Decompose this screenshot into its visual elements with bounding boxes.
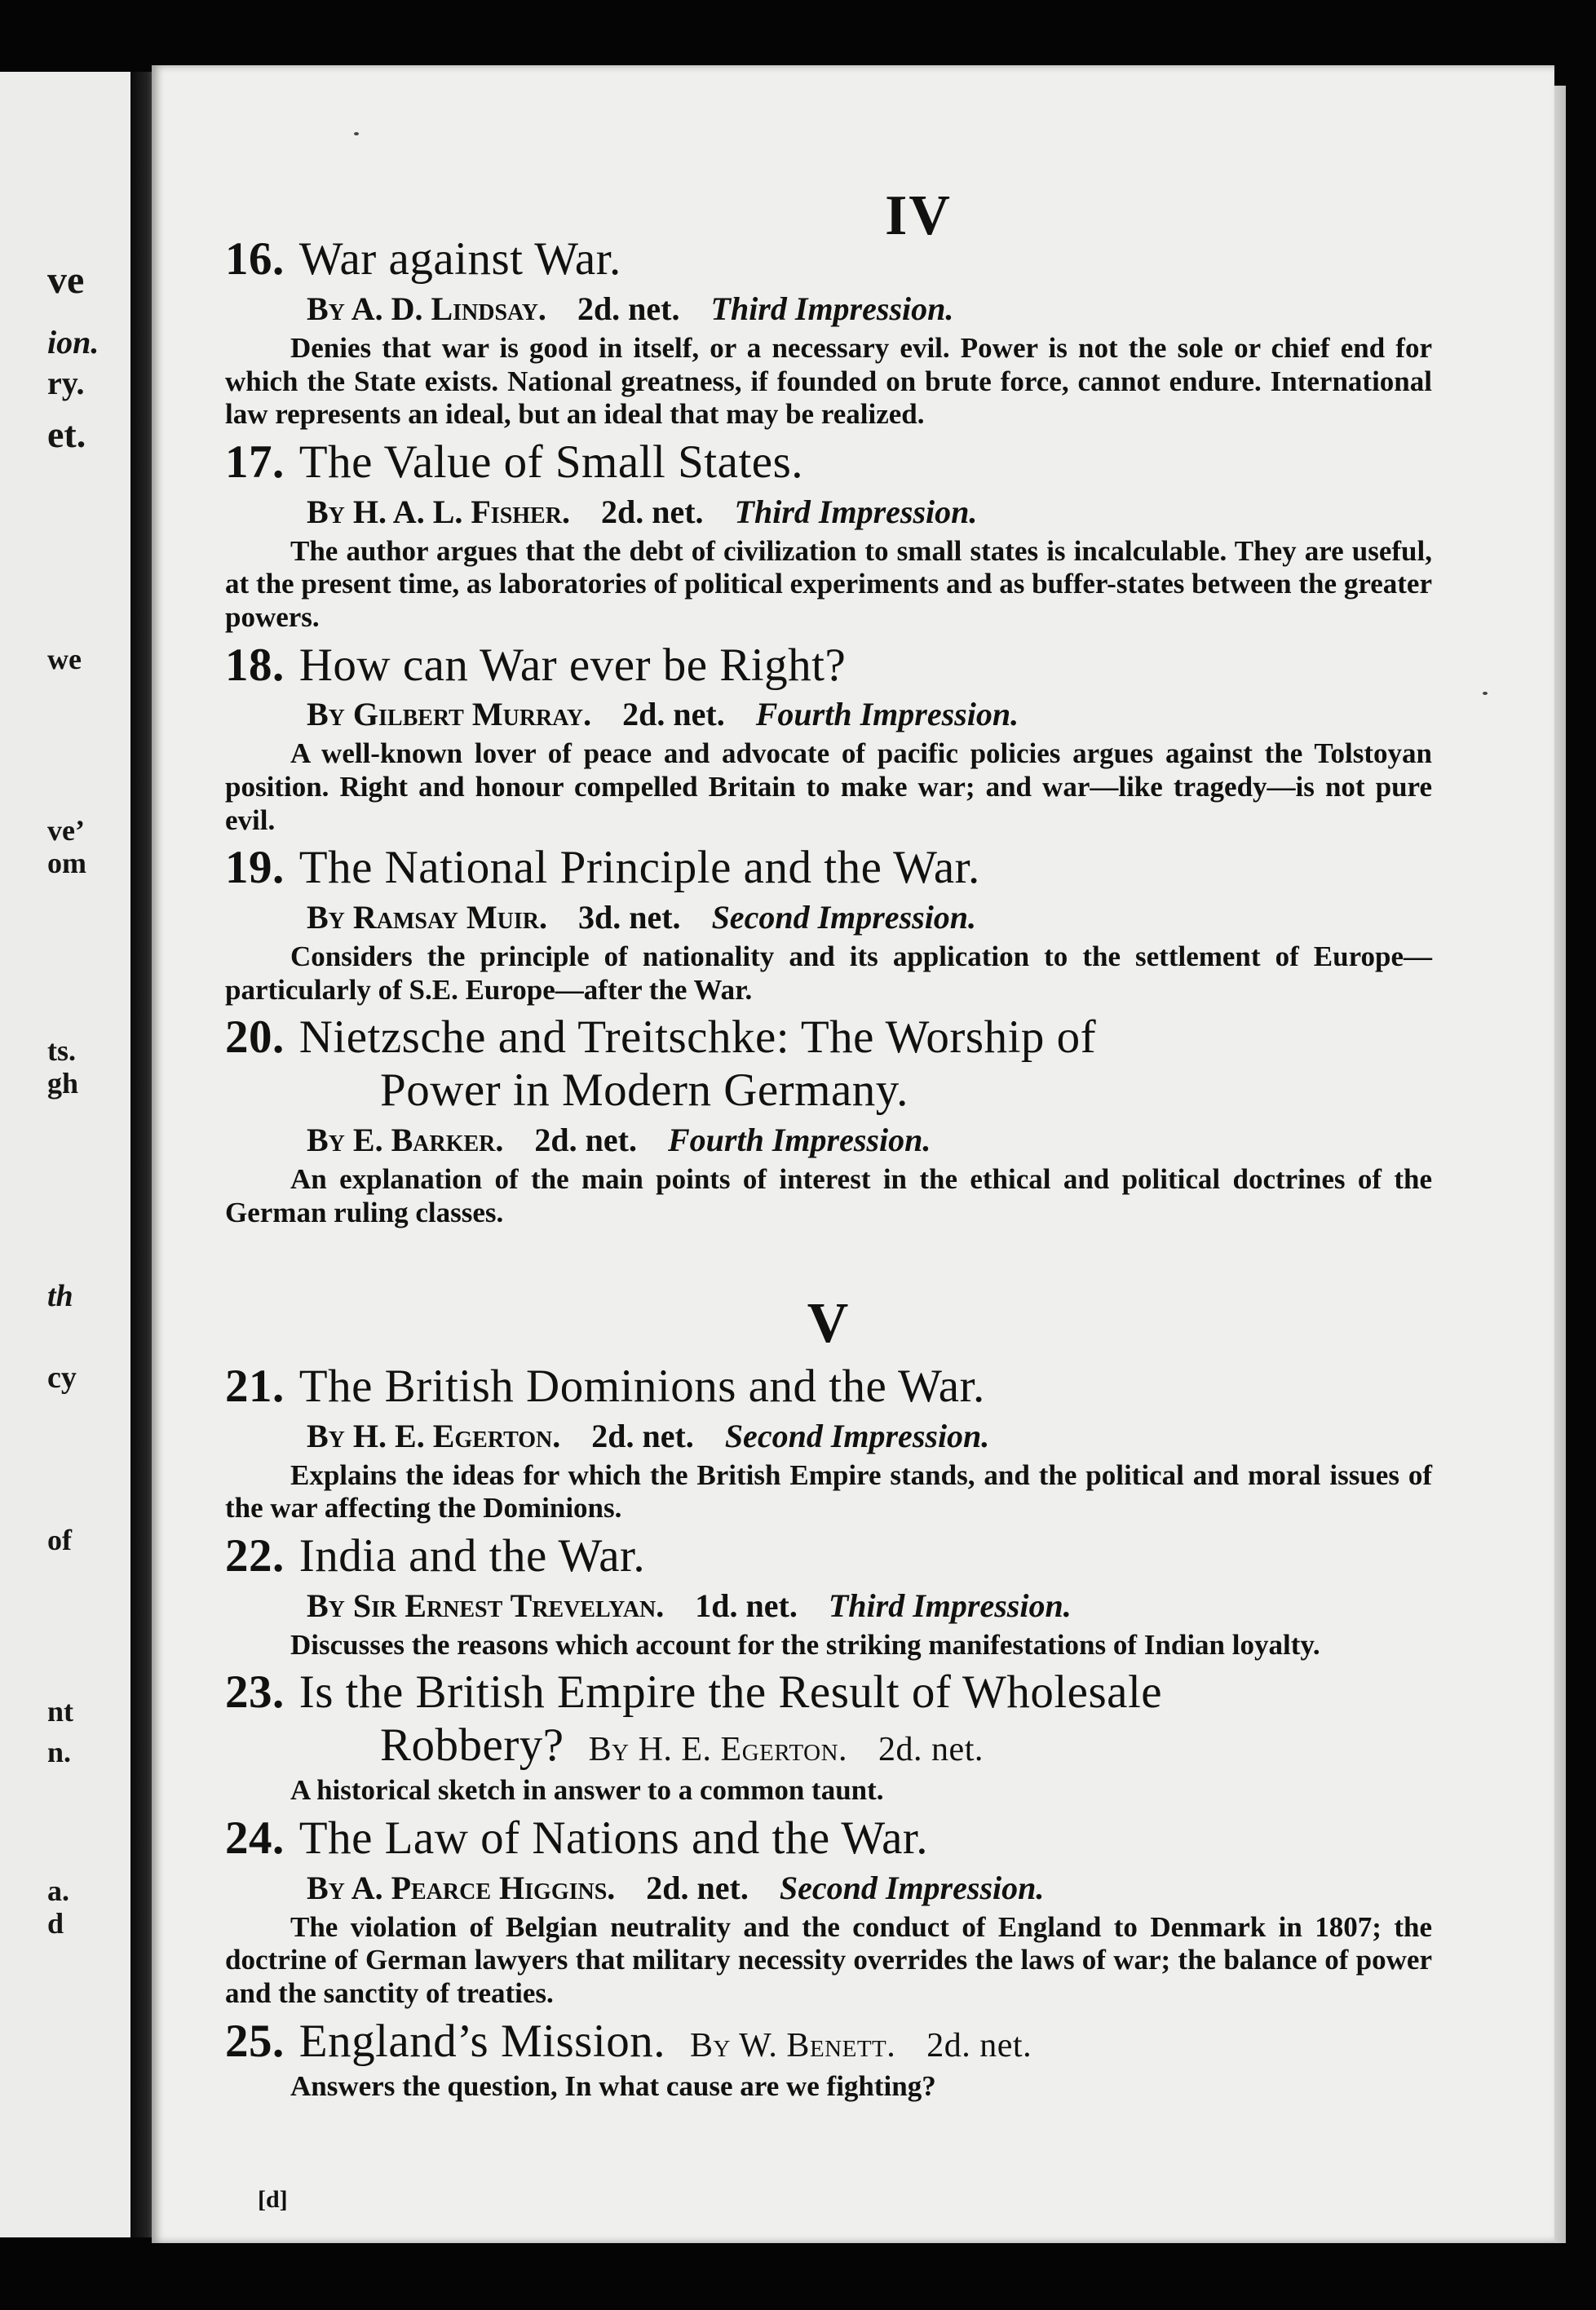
entry-price: 2d. net. bbox=[622, 696, 725, 733]
left-fragment: nt bbox=[47, 1695, 74, 1728]
entry-byline bbox=[225, 896, 1432, 939]
entry-number: 19. bbox=[225, 842, 285, 894]
left-fragment: of bbox=[47, 1524, 72, 1556]
entry-impression: Second Impression. bbox=[779, 1869, 1045, 1906]
entry-author: By W. Benett. bbox=[689, 2026, 896, 2064]
left-fragment: ve bbox=[47, 259, 85, 302]
entry-byline bbox=[225, 288, 1432, 330]
catalogue-entry bbox=[225, 1812, 1432, 2011]
entry-impression: Fourth Impression. bbox=[755, 696, 1019, 733]
entry-byline bbox=[225, 491, 1432, 533]
left-fragment: n. bbox=[47, 1736, 72, 1768]
entry-description: Discusses the reasons which account for the striking manifestations of Indian loyalty. bbox=[290, 1628, 1320, 1661]
entry-price: 1d. net. bbox=[695, 1586, 798, 1624]
entry-author: By Ramsay Muir. bbox=[307, 899, 547, 936]
entry-impression: Second Impression. bbox=[711, 899, 977, 936]
entry-price: 2d. net. bbox=[600, 493, 704, 530]
entry-byline bbox=[225, 1415, 1432, 1458]
entry-title-text: Nietzsche and Treitschke: The Worship of bbox=[298, 1011, 1097, 1064]
catalogue-entry bbox=[225, 1666, 1432, 1808]
entry-title bbox=[225, 233, 1432, 286]
entry-author: By H. E. Egerton. bbox=[588, 1731, 848, 1769]
left-fragment: ry. bbox=[47, 365, 85, 401]
entry-price: 2d. net. bbox=[534, 1122, 637, 1159]
entry-number: 23. bbox=[225, 1666, 285, 1719]
entry-title-text: Is the British Empire the Result of Wholesale bbox=[298, 1666, 1163, 1719]
page-content bbox=[225, 184, 1432, 2108]
entry-title-continuation: Robbery? bbox=[380, 1719, 564, 1772]
entry-impression: Third Impression. bbox=[734, 493, 978, 530]
entry-author: By H. A. L. Fisher. bbox=[307, 493, 570, 530]
catalogue-entry bbox=[225, 1530, 1432, 1662]
section-numeral: IV bbox=[885, 184, 952, 247]
entry-impression: Third Impression. bbox=[710, 290, 954, 327]
previous-page-strip bbox=[0, 72, 137, 2237]
entry-description: The violation of Belgian neutrality and the conduct of England to Denmark in 1807; the doctrine of German lawyers that military necessity overrides the laws of war; the balance of power and the sanctity of treaties. bbox=[225, 1910, 1432, 2009]
entry-title-text: India and the War. bbox=[298, 1529, 646, 1582]
left-fragment: ve’ bbox=[47, 814, 85, 847]
left-fragment: d bbox=[47, 1907, 64, 1940]
entry-author: By A. D. Lindsay. bbox=[307, 290, 546, 327]
entry-byline bbox=[564, 1731, 984, 1768]
entry-byline bbox=[225, 693, 1432, 736]
entry-number: 25. bbox=[225, 2015, 285, 2067]
entry-title-text: The British Dominions and the War. bbox=[298, 1360, 985, 1412]
entry-number: 20. bbox=[225, 1011, 285, 1064]
entry-author: By Sir Ernest Trevelyan. bbox=[307, 1586, 665, 1624]
entry-number: 17. bbox=[225, 436, 285, 488]
entry-byline bbox=[225, 1867, 1432, 1910]
entry-title-text: War against War. bbox=[298, 233, 621, 285]
entry-price: 2d. net. bbox=[926, 2026, 1032, 2064]
entry-number: 22. bbox=[225, 1529, 285, 1582]
entry-title bbox=[225, 1361, 1432, 1414]
entry-price: 2d. net. bbox=[591, 1417, 694, 1454]
entry-description: Explains the ideas for which the British Empire stands, and the political and moral issues of the war affecting the Dominions. bbox=[225, 1458, 1432, 1525]
entry-title-continuation-line bbox=[225, 1719, 1432, 1772]
entry-title bbox=[225, 436, 1432, 489]
entry-number: 24. bbox=[225, 1812, 285, 1864]
left-fragment: a. bbox=[47, 1874, 69, 1907]
entry-byline bbox=[225, 1585, 1432, 1627]
entry-description: Denies that war is good in itself, or a necessary evil. Power is not the sole or chief end for which the State exists. National greatness, if founded on brute force, cannot endure. International law represents an ideal, but an ideal that may be realized. bbox=[225, 331, 1432, 431]
left-fragment: om bbox=[47, 847, 86, 879]
entry-price: 3d. net. bbox=[577, 899, 681, 936]
book-page bbox=[152, 65, 1554, 2243]
entry-author: By A. Pearce Higgins. bbox=[307, 1869, 616, 1906]
entry-description: Answers the question, In what cause are we fighting? bbox=[290, 2069, 936, 2102]
entry-number: 18. bbox=[225, 639, 285, 691]
entry-description: The author argues that the debt of civilization to small states is incalculable. They are useful, at the present time, as laboratories of political experiments and as buffer-states between the greater powers. bbox=[225, 534, 1432, 633]
entry-impression: Third Impression. bbox=[828, 1586, 1072, 1624]
signature-mark: [d] bbox=[258, 2186, 288, 2213]
entry-price: 2d. net. bbox=[646, 1869, 749, 1906]
entry-impression: Fourth Impression. bbox=[667, 1122, 931, 1159]
left-fragment: th bbox=[47, 1279, 73, 1313]
entry-byline bbox=[225, 1119, 1432, 1162]
entry-description: An explanation of the main points of interest in the ethical and political doctrines of the German ruling classes. bbox=[225, 1163, 1432, 1228]
entry-author: By H. E. Egerton. bbox=[307, 1417, 561, 1454]
entry-title bbox=[225, 1011, 1432, 1117]
left-fragment: et. bbox=[47, 414, 86, 455]
entry-title-continuation: Power in Modern Germany. bbox=[380, 1064, 909, 1117]
entry-number: 21. bbox=[225, 1360, 285, 1412]
entry-title-text: England’s Mission. bbox=[298, 2015, 665, 2067]
entry-title bbox=[225, 1530, 1432, 1583]
entry-number: 16. bbox=[225, 233, 285, 285]
entry-title bbox=[225, 1812, 1432, 1865]
entry-title-text: The National Principle and the War. bbox=[298, 842, 980, 894]
catalogue-entry bbox=[225, 436, 1432, 635]
entry-price: 2d. net. bbox=[878, 1731, 984, 1769]
entry-byline bbox=[665, 2027, 1032, 2064]
catalogue-entry bbox=[225, 1011, 1432, 1229]
entry-title bbox=[225, 639, 1432, 693]
catalogue-entry bbox=[225, 842, 1432, 1007]
catalogue-entry bbox=[225, 639, 1432, 838]
entry-description: A well-known lover of peace and advocate of pacific policies argues against the Tolstoyan position. Right and honour compelled Britain to make war; and war—like tragedy—is not pure evil. bbox=[225, 737, 1432, 836]
entry-price: 2d. net. bbox=[577, 290, 680, 327]
entry-title-text: How can War ever be Right? bbox=[298, 639, 847, 691]
entry-impression: Second Impression. bbox=[724, 1417, 990, 1454]
entry-title bbox=[225, 842, 1432, 895]
catalogue-entry bbox=[225, 233, 1432, 431]
left-fragment: we bbox=[47, 643, 82, 675]
catalogue-entry bbox=[225, 1361, 1432, 1525]
entry-title bbox=[225, 2016, 1432, 2069]
entry-author: By E. Barker. bbox=[307, 1122, 504, 1159]
entry-description: Considers the principle of nationality and its application to the settlement of Europe—particularly of S.E. Europe—after the War. bbox=[225, 940, 1432, 1006]
entry-description: A historical sketch in answer to a common taunt. bbox=[290, 1774, 884, 1807]
catalogue-entry bbox=[225, 2016, 1432, 2104]
left-fragment: cy bbox=[47, 1361, 77, 1395]
entry-title-text: The Law of Nations and the War. bbox=[298, 1812, 928, 1864]
left-fragment: ts. bbox=[47, 1034, 76, 1067]
section-numeral: V bbox=[807, 1291, 851, 1355]
entry-title bbox=[225, 1666, 1432, 1772]
left-fragment: ion. bbox=[47, 324, 99, 361]
entry-title-text: The Value of Small States. bbox=[298, 436, 804, 488]
left-fragment: gh bbox=[47, 1067, 79, 1100]
entry-author: By Gilbert Murray. bbox=[307, 696, 592, 733]
